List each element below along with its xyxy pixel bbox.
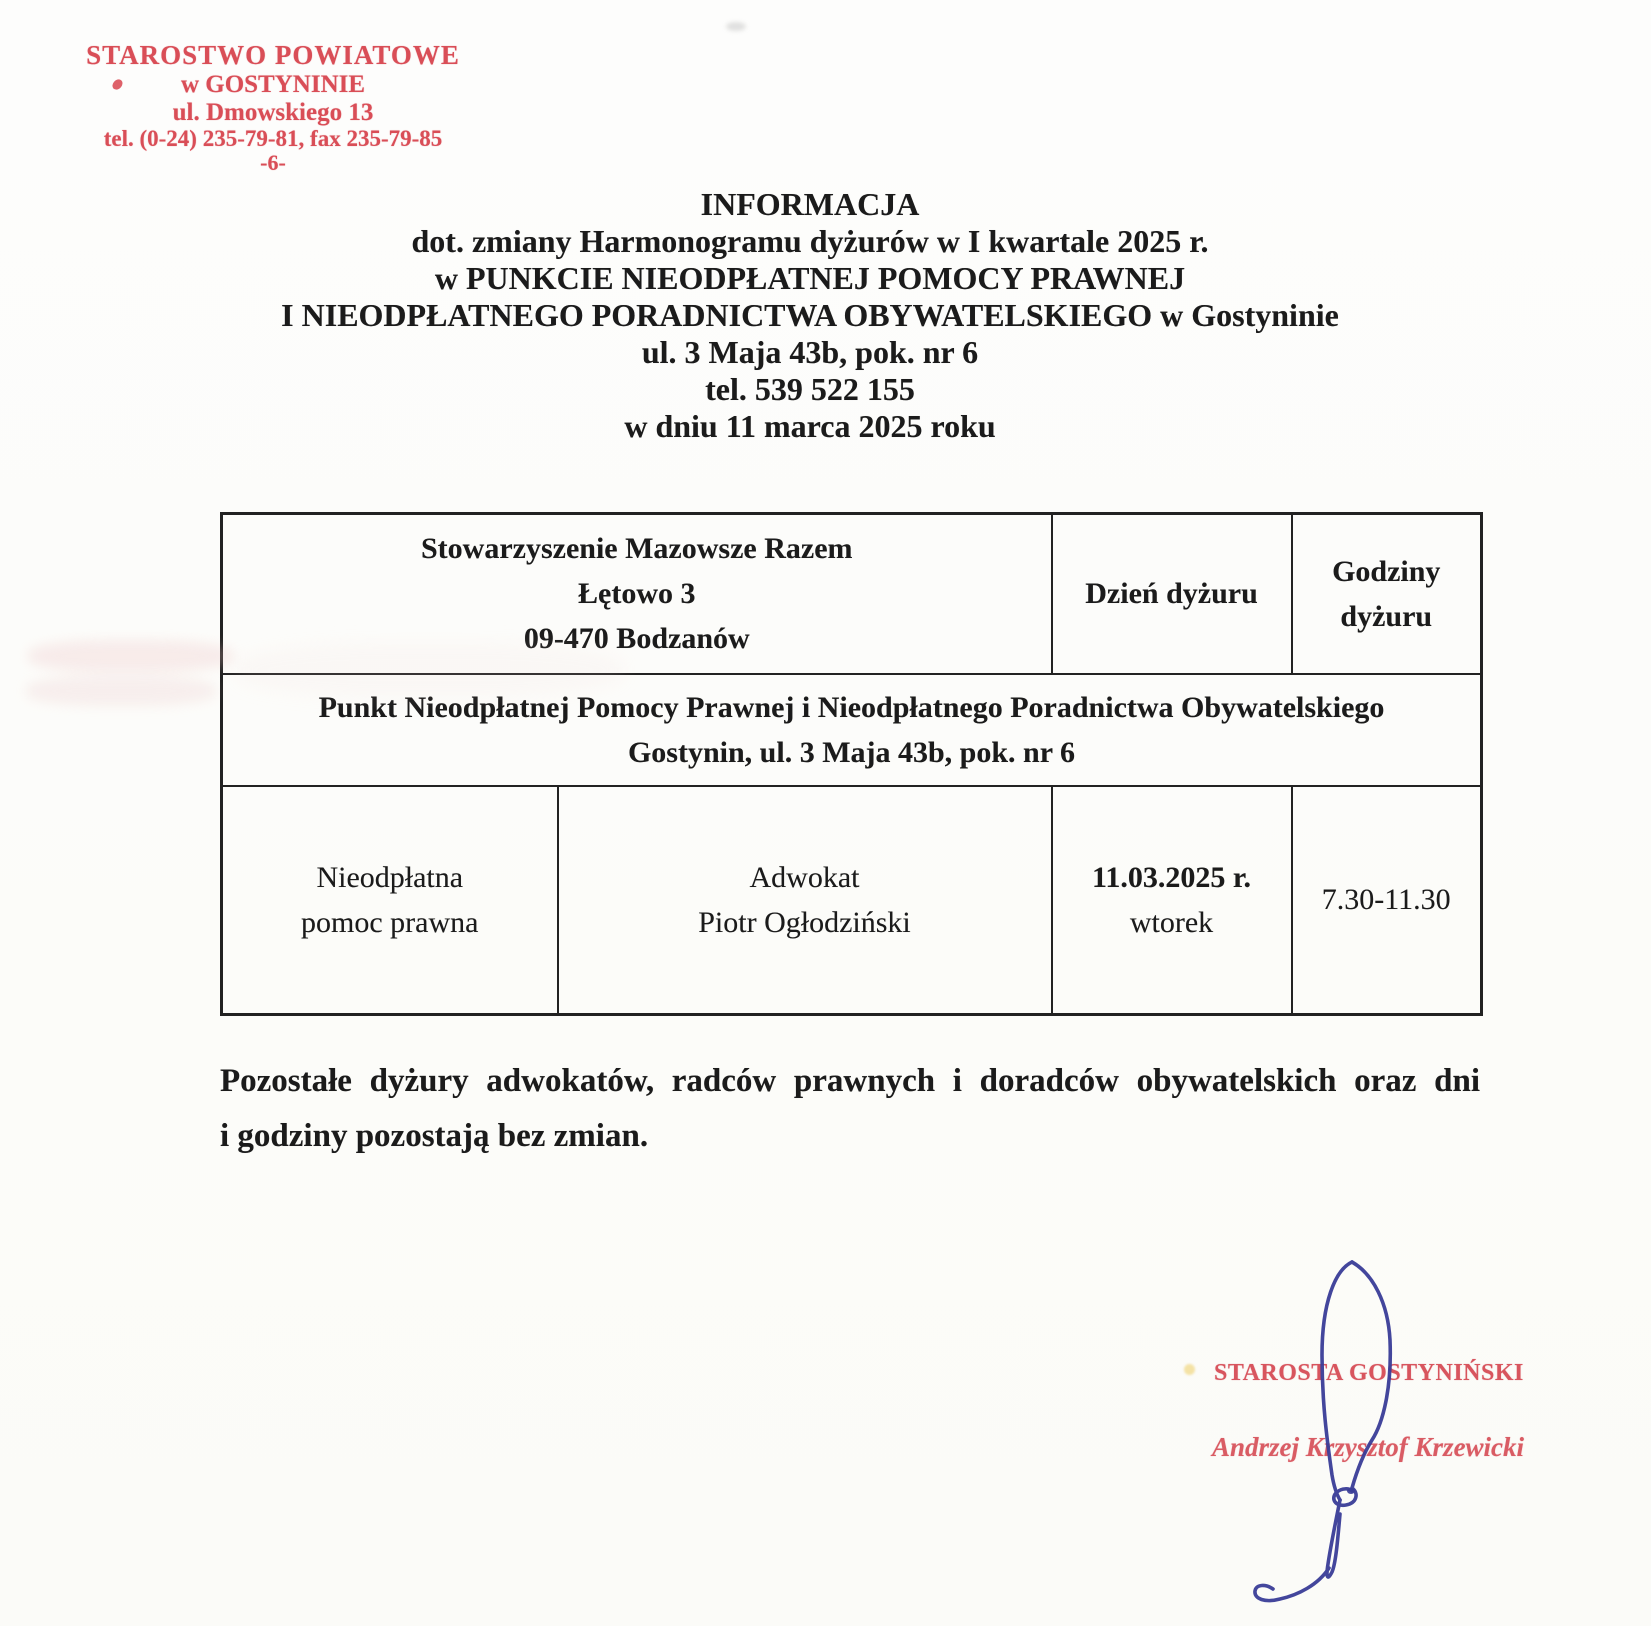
closing-note <box>220 1054 1480 1164</box>
title-date-line: w dniu 11 marca 2025 roku <box>624 408 996 444</box>
signer-name-stamp: Andrzej Krzysztof Krzewicki <box>1212 1432 1525 1462</box>
date-cell <box>1052 786 1292 1015</box>
service-line-1: Nieodpłatna <box>316 860 464 894</box>
hours-header-line-2: dyżuru <box>1340 599 1433 633</box>
duty-weekday: wtorek <box>1129 905 1214 939</box>
service-cell <box>222 786 558 1015</box>
table-header-row <box>222 514 1482 674</box>
signer-title-stamp: STAROSTA GOSTYNIŃSKI <box>1214 1360 1524 1386</box>
closing-note-line-1: Pozostałe dyżury adwokatów, radców prawnych i doradców obywatelskich oraz dni <box>220 1063 1480 1099</box>
stamp-street: ul. Dmowskiego 13 <box>172 99 374 126</box>
scan-speck-yellow <box>1184 1364 1195 1375</box>
organization-cell <box>222 514 1052 674</box>
location-line-1: Punkt Nieodpłatnej Pomocy Prawnej i Nieodpłatnego Poradnictwa Obywatelskiego <box>318 690 1385 724</box>
ink-blot <box>1347 1488 1355 1494</box>
stamp-number: -6- <box>260 150 286 175</box>
document-title-block <box>80 186 1540 445</box>
stamp-city: w GOSTYNINIE <box>180 71 366 98</box>
title-address-line: ul. 3 Maja 43b, pok. nr 6 <box>641 334 979 370</box>
stamp-phone-fax: tel. (0-24) 235-79-81, fax 235-79-85 <box>103 126 443 151</box>
duty-schedule-table <box>220 512 1483 1016</box>
office-stamp <box>78 40 468 175</box>
day-header-cell: Dzień dyżuru <box>1052 514 1292 674</box>
document-title: INFORMACJA <box>700 186 920 222</box>
scan-smudge-pink <box>26 676 216 706</box>
table-location-row <box>222 674 1482 786</box>
scan-speck-gray <box>726 22 746 31</box>
location-cell <box>222 674 1482 786</box>
service-line-2: pomoc prawna <box>301 905 479 939</box>
duty-date: 11.03.2025 r. <box>1092 860 1251 894</box>
provider-cell <box>558 786 1052 1015</box>
closing-note-line-2: i godziny pozostają bez zmian. <box>220 1118 649 1154</box>
organization-village: Łętowo 3 <box>578 577 696 611</box>
scan-smudge-pink <box>28 640 233 672</box>
title-subject-line: dot. zmiany Harmonogramu dyżurów w I kwartale 2025 r. <box>411 223 1209 259</box>
hours-cell: 7.30-11.30 <box>1292 786 1482 1015</box>
title-point-line-2: I NIEODPŁATNEGO PORADNICTWA OBYWATELSKIEGO w Gostyninie <box>281 297 1339 333</box>
title-phone-line: tel. 539 522 155 <box>705 371 915 407</box>
location-line-2: Gostynin, ul. 3 Maja 43b, pok. nr 6 <box>627 735 1076 769</box>
provider-title: Adwokat <box>749 860 860 894</box>
title-point-line-1: w PUNKCIE NIEODPŁATNEJ POMOCY PRAWNEJ <box>434 260 1186 296</box>
table-data-row <box>222 786 1482 1015</box>
organization-postal: 09-470 Bodzanów <box>523 622 750 656</box>
provider-name: Piotr Ogłodziński <box>698 905 911 939</box>
stamp-office-name: STAROSTWO POWIATOWE <box>86 40 460 70</box>
hours-header-cell <box>1292 514 1482 674</box>
handwritten-signature <box>1240 1248 1410 1618</box>
hours-header-line-1: Godziny <box>1332 554 1441 588</box>
organization-name: Stowarzyszenie Mazowsze Razem <box>421 532 853 566</box>
